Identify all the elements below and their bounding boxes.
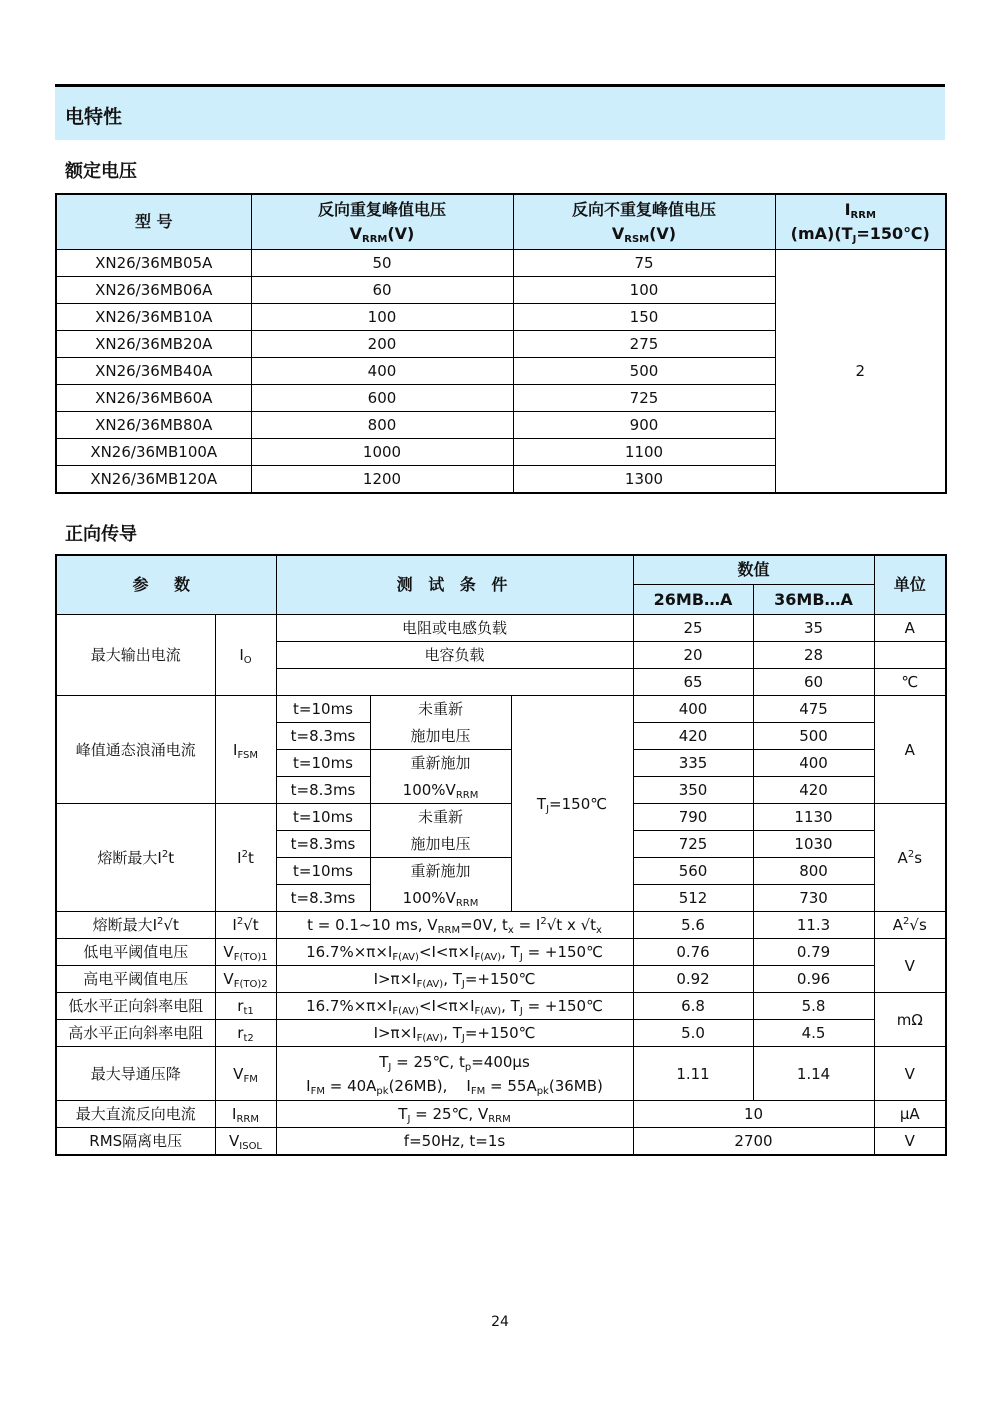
- table-row: t=8.3ms $100\%V_{RRM}$ 512 730: [56, 885, 946, 912]
- table-row: XN26/36MB80A 800 900: [56, 412, 946, 439]
- col-vrrm: 反向重复峰值电压 $V_{RRM}(V)$: [251, 194, 513, 250]
- table-row: 高电平阈值电压 $V_{F(TO)2}$ $I>\pi\times I_{F(AV)}$, $T_J=+150℃$ 0.92 0.96: [56, 966, 946, 993]
- rated-voltage-table: [55, 193, 947, 494]
- table-row: XN26/36MB06A 60 100: [56, 277, 946, 304]
- table-row: XN26/36MB60A 600 725: [56, 385, 946, 412]
- table-row: XN26/36MB40A 400 500: [56, 358, 946, 385]
- forward-table: [55, 554, 947, 1156]
- section-title: 电特性: [65, 106, 123, 128]
- h-36mb: 36MB…A: [753, 585, 874, 615]
- table-row: 电容负载 20 28: [56, 642, 946, 669]
- table-row: XN26/36MB100A 1000 1100: [56, 439, 946, 466]
- page-number: 24: [491, 1314, 509, 1330]
- forward-heading: 正向传导: [65, 524, 137, 545]
- h-26mb: 26MB…A: [633, 585, 753, 615]
- table-row: 最大输出电流 $I_O$ 电阻或电感负载 25 35 A: [56, 615, 946, 642]
- col-model: 型 号: [56, 194, 251, 250]
- table-row: 峰值通态浪涌电流 $I_{FSM}$ t=10ms 未重新 $T_J=150℃$ 400 475 A: [56, 696, 946, 723]
- h-unit: 单位: [874, 555, 946, 615]
- section-header: [55, 87, 945, 140]
- rated-voltage-heading: 额定电压: [65, 161, 137, 182]
- table-row: 低电平阈值电压 $V_{F(TO)1}$ $16.7\%\times\pi\times I_{F(AV)}<I<\pi\times I_{F(AV)}$, $T_J$ = +150℃ 0.76 0.79 V: [56, 939, 946, 966]
- col-vrsm: 反向不重复峰值电压 $V_{RSM}(V)$: [513, 194, 775, 250]
- table-row: 熔断最大$I^2√t$ $I^2√t$ t = 0.1~10 ms, $V_{RRM}=0V$, $t_x = I^2√t$ x $√t_x$ 5.6 11.3 $A^2√s$: [56, 912, 946, 939]
- table-row: 低水平正向斜率电阻 $r_{t1}$ $16.7\%\times\pi\times I_{F(AV)}<I<\pi\times I_{F(AV)}$, $T_J$ = +150℃ 6.8 5.8 mΩ: [56, 993, 946, 1020]
- irrm-value: 2: [775, 250, 946, 494]
- rated-voltage-rows: [56, 250, 946, 494]
- table-row: RMS隔离电压 $V_{ISOL}$ f=50Hz, t=1s 2700 V: [56, 1128, 946, 1156]
- table-row: 高水平正向斜率电阻 $r_{t2}$ $I>\pi\times I_{F(AV)}$, $T_J=+150℃$ 5.0 4.5: [56, 1020, 946, 1047]
- table-row: XN26/36MB120A 1200 1300: [56, 466, 946, 494]
- h-value: 数值: [633, 555, 874, 585]
- table-row: 熔断最大$I^2t$ $I^2t$ t=10ms 未重新 790 1130 $A^2s$: [56, 804, 946, 831]
- table-row: 65 60 ℃: [56, 669, 946, 696]
- table-row: XN26/36MB10A 100 150: [56, 304, 946, 331]
- table-row: t=10ms 重新施加 335 400: [56, 750, 946, 777]
- table-row: XN26/36MB20A 200 275: [56, 331, 946, 358]
- table-row: t=10ms 重新施加 560 800: [56, 858, 946, 885]
- table-row: 最大导通压降 $V_{FM}$ $T_J$ = 25℃, $t_p=400\mu s$ $I_{FM} = 40A_{pk}(26MB)$, $I_{FM} = 55A_{pk}(36MB)$ 1.11 1.14 V: [56, 1047, 946, 1101]
- h-cond: 测 试 条 件: [276, 555, 633, 615]
- table-row: t=8.3ms $100\%V_{RRM}$ 350 420: [56, 777, 946, 804]
- col-irrm: $I_{RRM}$ $(mA)(T_J=150℃)$: [775, 194, 946, 250]
- table-row: XN26/36MB05A 50 75 2: [56, 250, 946, 277]
- table-row: t=8.3ms 施加电压 420 500: [56, 723, 946, 750]
- table-row: t=8.3ms 施加电压 725 1030: [56, 831, 946, 858]
- h-param: 参 数: [56, 555, 276, 615]
- table-row: 最大直流反向电流 $I_{RRM}$ $T_J$ = 25℃, $V_{RRM}$ 10 μA: [56, 1101, 946, 1128]
